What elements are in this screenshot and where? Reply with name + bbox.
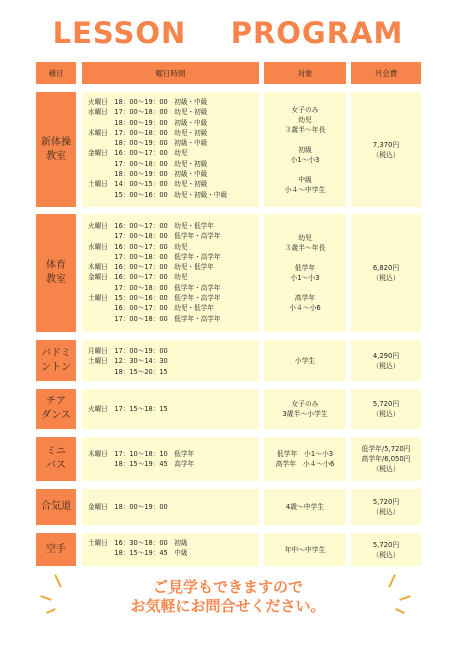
schedule-text: 土曜日 16：30～18：00 初級 18：15～19：45 中級 [88, 539, 188, 558]
page-title: LESSON PROGRAM [52, 16, 404, 50]
fee-text: 5,720円 （税込） [372, 498, 400, 516]
category-rhythmic-gymnastics: 新体操 教室 [36, 92, 76, 207]
target-text: 幼児 ３歳半～年長 低学年 小1～小3 高学年 小４～小6 [284, 234, 326, 312]
fee-text: 7,370円 （税込） [372, 140, 400, 159]
schedule-text: 火曜日 18：00～19：00 初級・中級 水曜日 17：00～18：00 幼児・初級 18：00～19：00 初級・中級 木曜日 17：00～18：00 幼児・初級 18：00～19：00 初級・中級 金曜日 16：00～17：00 幼児 17：00～18：00 幼児・初級 18：00～19：00 初級・中級 土曜日 14：00～15：00 幼児・初級 15：00～16：00 幼児・初級・中級 [88, 98, 228, 199]
target-text: 年中～中学生 [284, 545, 326, 554]
footer-line-2: お気軽にお問合せください。 [130, 597, 326, 615]
fee-text: 4,290円 （税込） [372, 351, 400, 370]
target-text: 女子のみ 幼児 ３歳半～年長 初級 小1～小3 中級 小４～中学生 [284, 105, 326, 194]
schedule-text: 月曜日 17：00～19：00 土曜日 12：30～14：30 18：15～20：15 [88, 347, 168, 376]
target-text: 低学年 小1～小3 高学年 小４～小6 [275, 450, 335, 468]
header-target: 対象 [264, 62, 346, 84]
fee-text: 6,820円 （税込） [372, 264, 400, 282]
target-text: 小学生 [294, 356, 316, 365]
schedule-text: 金曜日 18：00～19：00 [88, 503, 168, 511]
fee-text: 低学年/5,720円 高学年/6,050円 （税込） [361, 445, 411, 473]
category-cheer-dance: チア ダンス [36, 389, 76, 429]
target-text: 女子のみ 3歳半～小学生 [282, 400, 328, 418]
header-category: 種目 [36, 62, 76, 84]
header-fee: 月会費 [351, 62, 421, 84]
fee-text: 5,720円 （税込） [372, 540, 400, 559]
target-text: 4歳～中学生 [285, 503, 325, 511]
category-aikido: 合気道 [36, 489, 76, 525]
category-karate: 空手 [36, 533, 76, 566]
category-mini-basketball: ミニ バス [36, 437, 76, 481]
category-physical-education: 体育 教室 [36, 214, 76, 332]
schedule-text: 火曜日 16：00～17：00 幼児・低学年 17：00～18：00 低学年・高学年 水曜日 16：00～17：00 幼児 17：00～18：00 低学年・高学年 木曜日 16：00～17：00 幼児・低学年 金曜日 16：00～17：00 幼児 17：00～18：00 低学年・高学年 土曜日 15：00～16：00 低学年・高学年 16：00～17：00 幼児・低学年 17：00～18：00 低学年・高学年 [88, 222, 221, 323]
header-schedule: 曜日時間 [82, 62, 259, 84]
footer-line-1: ご見学もできますので [152, 578, 303, 596]
fee-text: 5,720円 （税込） [372, 400, 400, 418]
schedule-text: 火曜日 17：15～18：15 [88, 405, 168, 413]
category-badminton: バドミ ントン [36, 340, 76, 381]
schedule-text: 木曜日 17：10～18：10 低学年 18：15～19：45 高学年 [88, 450, 195, 469]
